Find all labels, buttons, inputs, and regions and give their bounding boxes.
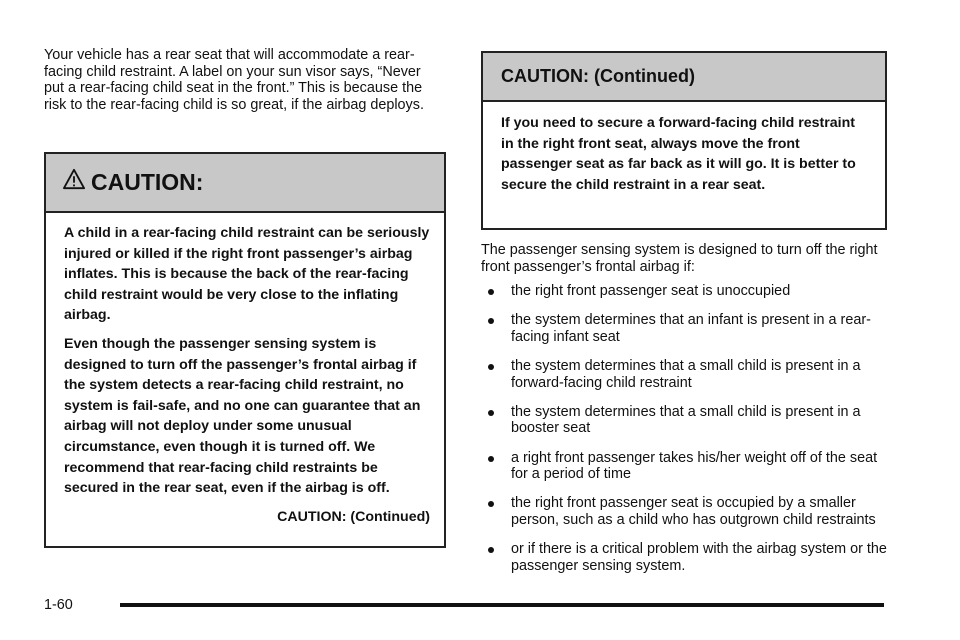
- caution-body: [46, 213, 444, 527]
- intro-paragraph: Your vehicle has a rear seat that will accommodate a rear-facing child restraint. A label on your sun visor says, “Never put a rear-facing child seat in the front.” This is because the risk to the rear-facing child is so great, if the airbag deploys.: [44, 47, 424, 113]
- bullet-icon: [488, 456, 494, 462]
- page-number: 1-60: [44, 597, 73, 613]
- list-item: a right front passenger takes his/her weight off of the seat for a period of time: [483, 450, 888, 483]
- caution-title: CAUTION:: [91, 169, 204, 195]
- caution-header: [46, 154, 444, 213]
- caution-paragraph: Even though the passenger sensing system is designed to turn off the passenger’s frontal airbag if the system detects a rear-facing child restraint, no system is fail-safe, and no one can guarantee that an airbag will not deploy under some unusual circumstance, even though it is turned off. We recommend that rear-facing child restraints be secured in the rear seat, even if the airbag is off.: [64, 335, 421, 497]
- list-item: the right front passenger seat is occupied by a smaller person, such as a child who has outgrown child restraints: [483, 495, 888, 528]
- list-item: the system determines that a small child is present in a forward-facing child restraint: [483, 358, 888, 391]
- conditions-list: [483, 283, 888, 587]
- caution-continued-title: CAUTION: (Continued): [501, 66, 695, 86]
- caution-box: [44, 152, 446, 548]
- bullet-icon: [488, 318, 494, 324]
- caution-continued-body: If you need to secure a forward-facing child restraint in the right front seat, always move the front passenger seat as far back as it will go. It is better to secure the child restraint in a rear seat.: [501, 115, 856, 193]
- caution-continued-header: [483, 53, 885, 102]
- bullet-icon: [488, 364, 494, 370]
- caution-paragraph: A child in a rear-facing child restraint can be seriously injured or killed if the right front passenger’s airbag inflates. This is because the back of the rear-facing child restraint would be very close to the inflating airbag.: [64, 225, 430, 324]
- bullet-icon: [488, 410, 494, 416]
- caution-continued-label: CAUTION: (Continued): [277, 508, 430, 525]
- list-item: the system determines that an infant is present in a rear-facing infant seat: [483, 312, 888, 345]
- caution-continued-box: [481, 51, 887, 230]
- footer-rule: [120, 603, 884, 607]
- bullet-icon: [488, 547, 494, 553]
- list-item: the right front passenger seat is unoccupied: [483, 283, 888, 300]
- list-item: the system determines that a small child is present in a booster seat: [483, 404, 888, 437]
- bullet-icon: [488, 501, 494, 507]
- bullet-icon: [488, 289, 494, 295]
- warning-triangle-icon: [63, 168, 85, 190]
- list-item: or if there is a critical problem with the airbag system or the passenger sensing system.: [483, 541, 888, 574]
- description-paragraph: The passenger sensing system is designed to turn off the right front passenger’s frontal airbag if:: [481, 242, 878, 275]
